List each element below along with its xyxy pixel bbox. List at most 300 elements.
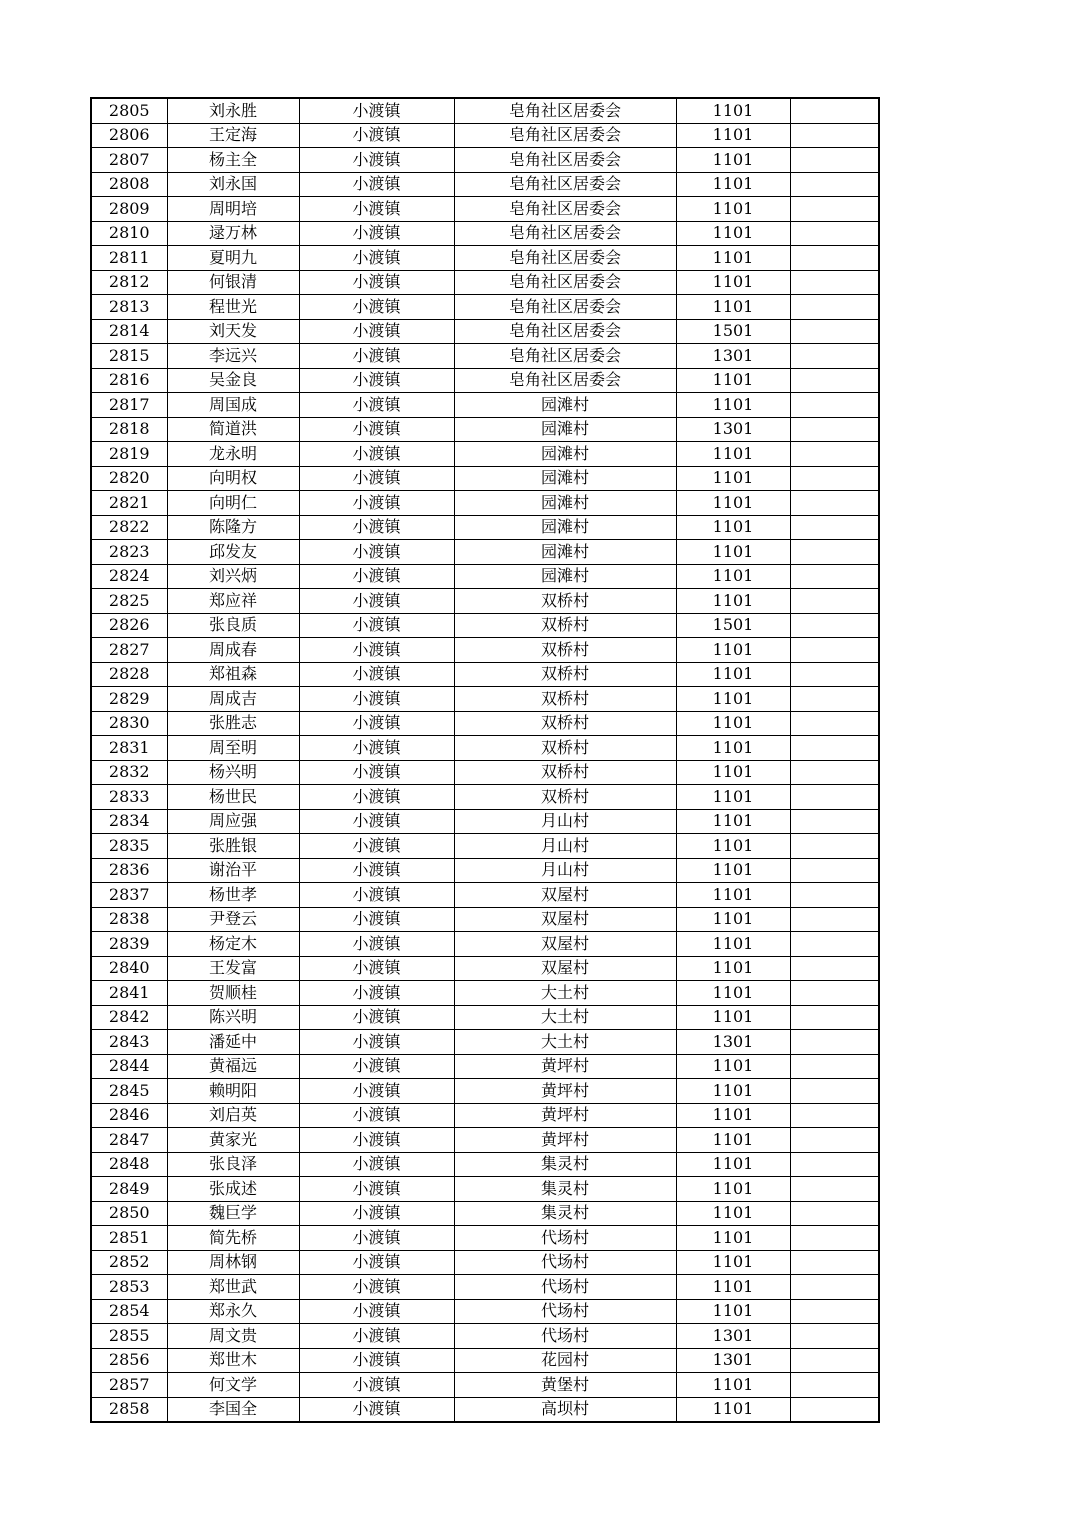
record-number-cell: 2810 [91,221,167,246]
remark-cell [790,785,879,810]
table-row [91,1275,879,1300]
record-number-cell: 2854 [91,1299,167,1324]
records-table-body [91,98,879,1422]
record-number-cell: 2821 [91,491,167,516]
code-cell: 1101 [676,1397,790,1422]
record-number-cell: 2813 [91,295,167,320]
town-cell: 小渡镇 [299,417,454,442]
code-cell: 1101 [676,883,790,908]
person-name-cell: 张良泽 [167,1152,299,1177]
village-cell: 双屋村 [454,932,676,957]
remark-cell [790,589,879,614]
town-cell: 小渡镇 [299,613,454,638]
table-row [91,172,879,197]
record-number-cell: 2818 [91,417,167,442]
table-row [91,466,879,491]
table-row [91,1201,879,1226]
town-cell: 小渡镇 [299,1324,454,1349]
person-name-cell: 杨世孝 [167,883,299,908]
remark-cell [790,368,879,393]
table-row [91,1324,879,1349]
table-row [91,344,879,369]
table-row [91,1348,879,1373]
record-number-cell: 2844 [91,1054,167,1079]
code-cell: 1101 [676,638,790,663]
person-name-cell: 黄福远 [167,1054,299,1079]
village-cell: 园滩村 [454,564,676,589]
person-name-cell: 潘延中 [167,1030,299,1055]
town-cell: 小渡镇 [299,1250,454,1275]
code-cell: 1101 [676,711,790,736]
table-row [91,834,879,859]
village-cell: 双桥村 [454,711,676,736]
remark-cell [790,1348,879,1373]
table-row [91,1103,879,1128]
remark-cell [790,1275,879,1300]
town-cell: 小渡镇 [299,393,454,418]
village-cell: 双桥村 [454,687,676,712]
remark-cell [790,1079,879,1104]
village-cell: 大土村 [454,1030,676,1055]
remark-cell [790,491,879,516]
town-cell: 小渡镇 [299,736,454,761]
remark-cell [790,1103,879,1128]
record-number-cell: 2835 [91,834,167,859]
record-number-cell: 2823 [91,540,167,565]
village-cell: 皂角社区居委会 [454,295,676,320]
village-cell: 大土村 [454,1005,676,1030]
town-cell: 小渡镇 [299,785,454,810]
village-cell: 皂角社区居委会 [454,197,676,222]
code-cell: 1101 [676,981,790,1006]
code-cell: 1101 [676,393,790,418]
table-row [91,1054,879,1079]
table-row [91,662,879,687]
village-cell: 代场村 [454,1250,676,1275]
table-row [91,1226,879,1251]
table-row [91,393,879,418]
table-row [91,197,879,222]
code-cell: 1101 [676,809,790,834]
village-cell: 园滩村 [454,491,676,516]
person-name-cell: 周林钢 [167,1250,299,1275]
record-number-cell: 2847 [91,1128,167,1153]
town-cell: 小渡镇 [299,834,454,859]
village-cell: 集灵村 [454,1152,676,1177]
village-cell: 园滩村 [454,417,676,442]
code-cell: 1101 [676,1152,790,1177]
remark-cell [790,1054,879,1079]
village-cell: 黄坪村 [454,1103,676,1128]
table-row [91,760,879,785]
village-cell: 双屋村 [454,883,676,908]
table-row [91,883,879,908]
town-cell: 小渡镇 [299,981,454,1006]
code-cell: 1301 [676,417,790,442]
village-cell: 代场村 [454,1275,676,1300]
town-cell: 小渡镇 [299,711,454,736]
person-name-cell: 郑应祥 [167,589,299,614]
code-cell: 1101 [676,295,790,320]
remark-cell [790,417,879,442]
table-row [91,907,879,932]
person-name-cell: 刘永胜 [167,98,299,123]
village-cell: 双桥村 [454,785,676,810]
town-cell: 小渡镇 [299,172,454,197]
town-cell: 小渡镇 [299,123,454,148]
town-cell: 小渡镇 [299,932,454,957]
table-row [91,246,879,271]
remark-cell [790,1030,879,1055]
code-cell: 1101 [676,589,790,614]
record-number-cell: 2837 [91,883,167,908]
village-cell: 代场村 [454,1226,676,1251]
record-number-cell: 2833 [91,785,167,810]
table-row [91,1005,879,1030]
remark-cell [790,1152,879,1177]
village-cell: 双桥村 [454,613,676,638]
code-cell: 1101 [676,246,790,271]
remark-cell [790,564,879,589]
remark-cell [790,638,879,663]
village-cell: 高坝村 [454,1397,676,1422]
table-row [91,736,879,761]
remark-cell [790,907,879,932]
record-number-cell: 2820 [91,466,167,491]
table-row [91,417,879,442]
record-number-cell: 2858 [91,1397,167,1422]
record-number-cell: 2846 [91,1103,167,1128]
person-name-cell: 刘永国 [167,172,299,197]
table-row [91,785,879,810]
table-row [91,1152,879,1177]
person-name-cell: 何文学 [167,1373,299,1398]
remark-cell [790,246,879,271]
person-name-cell: 向明仁 [167,491,299,516]
person-name-cell: 谢治平 [167,858,299,883]
code-cell: 1301 [676,1324,790,1349]
remark-cell [790,809,879,834]
code-cell: 1101 [676,687,790,712]
village-cell: 代场村 [454,1324,676,1349]
remark-cell [790,1397,879,1422]
remark-cell [790,711,879,736]
table-row [91,368,879,393]
code-cell: 1501 [676,319,790,344]
town-cell: 小渡镇 [299,270,454,295]
table-row [91,589,879,614]
record-number-cell: 2843 [91,1030,167,1055]
record-number-cell: 2850 [91,1201,167,1226]
person-name-cell: 吴金良 [167,368,299,393]
code-cell: 1101 [676,1299,790,1324]
code-cell: 1101 [676,932,790,957]
code-cell: 1101 [676,368,790,393]
town-cell: 小渡镇 [299,1275,454,1300]
record-number-cell: 2808 [91,172,167,197]
code-cell: 1101 [676,760,790,785]
person-name-cell: 郑世武 [167,1275,299,1300]
person-name-cell: 程世光 [167,295,299,320]
code-cell: 1101 [676,442,790,467]
remark-cell [790,442,879,467]
code-cell: 1101 [676,148,790,173]
record-number-cell: 2827 [91,638,167,663]
village-cell: 黄坪村 [454,1079,676,1104]
town-cell: 小渡镇 [299,540,454,565]
record-number-cell: 2822 [91,515,167,540]
town-cell: 小渡镇 [299,1201,454,1226]
person-name-cell: 邱发友 [167,540,299,565]
code-cell: 1101 [676,858,790,883]
records-table [90,97,880,1423]
code-cell: 1101 [676,123,790,148]
town-cell: 小渡镇 [299,760,454,785]
record-number-cell: 2842 [91,1005,167,1030]
village-cell: 双桥村 [454,638,676,663]
person-name-cell: 张胜银 [167,834,299,859]
person-name-cell: 郑永久 [167,1299,299,1324]
remark-cell [790,1226,879,1251]
person-name-cell: 周成吉 [167,687,299,712]
village-cell: 黄坪村 [454,1128,676,1153]
remark-cell [790,956,879,981]
person-name-cell: 周应强 [167,809,299,834]
table-row [91,1079,879,1104]
person-name-cell: 张胜志 [167,711,299,736]
code-cell: 1101 [676,1275,790,1300]
town-cell: 小渡镇 [299,221,454,246]
record-number-cell: 2839 [91,932,167,957]
record-number-cell: 2834 [91,809,167,834]
town-cell: 小渡镇 [299,1005,454,1030]
table-row [91,932,879,957]
town-cell: 小渡镇 [299,319,454,344]
table-row [91,515,879,540]
person-name-cell: 周国成 [167,393,299,418]
town-cell: 小渡镇 [299,1054,454,1079]
person-name-cell: 周文贵 [167,1324,299,1349]
remark-cell [790,466,879,491]
code-cell: 1101 [676,1177,790,1202]
town-cell: 小渡镇 [299,564,454,589]
person-name-cell: 王发富 [167,956,299,981]
person-name-cell: 贺顺桂 [167,981,299,1006]
code-cell: 1501 [676,613,790,638]
record-number-cell: 2830 [91,711,167,736]
code-cell: 1101 [676,466,790,491]
village-cell: 园滩村 [454,515,676,540]
person-name-cell: 简先桥 [167,1226,299,1251]
table-row [91,148,879,173]
town-cell: 小渡镇 [299,197,454,222]
record-number-cell: 2856 [91,1348,167,1373]
code-cell: 1101 [676,907,790,932]
record-number-cell: 2807 [91,148,167,173]
town-cell: 小渡镇 [299,1226,454,1251]
record-number-cell: 2845 [91,1079,167,1104]
town-cell: 小渡镇 [299,515,454,540]
town-cell: 小渡镇 [299,687,454,712]
person-name-cell: 杨世民 [167,785,299,810]
record-number-cell: 2836 [91,858,167,883]
table-row [91,540,879,565]
remark-cell [790,540,879,565]
village-cell: 皂角社区居委会 [454,98,676,123]
record-number-cell: 2848 [91,1152,167,1177]
remark-cell [790,197,879,222]
code-cell: 1101 [676,221,790,246]
person-name-cell: 张成述 [167,1177,299,1202]
town-cell: 小渡镇 [299,1079,454,1104]
person-name-cell: 陈兴明 [167,1005,299,1030]
person-name-cell: 逯万林 [167,221,299,246]
village-cell: 月山村 [454,858,676,883]
town-cell: 小渡镇 [299,858,454,883]
town-cell: 小渡镇 [299,246,454,271]
town-cell: 小渡镇 [299,466,454,491]
person-name-cell: 郑世木 [167,1348,299,1373]
table-row [91,319,879,344]
code-cell: 1101 [676,1373,790,1398]
code-cell: 1301 [676,344,790,369]
remark-cell [790,932,879,957]
town-cell: 小渡镇 [299,589,454,614]
record-number-cell: 2824 [91,564,167,589]
town-cell: 小渡镇 [299,1299,454,1324]
remark-cell [790,1250,879,1275]
town-cell: 小渡镇 [299,491,454,516]
code-cell: 1101 [676,564,790,589]
remark-cell [790,1373,879,1398]
village-cell: 双桥村 [454,662,676,687]
table-row [91,491,879,516]
code-cell: 1101 [676,1250,790,1275]
remark-cell [790,1128,879,1153]
person-name-cell: 龙永明 [167,442,299,467]
village-cell: 皂角社区居委会 [454,344,676,369]
village-cell: 园滩村 [454,540,676,565]
person-name-cell: 李远兴 [167,344,299,369]
record-number-cell: 2841 [91,981,167,1006]
person-name-cell: 简道洪 [167,417,299,442]
person-name-cell: 郑祖森 [167,662,299,687]
remark-cell [790,760,879,785]
village-cell: 花园村 [454,1348,676,1373]
table-row [91,858,879,883]
village-cell: 皂角社区居委会 [454,172,676,197]
record-number-cell: 2840 [91,956,167,981]
town-cell: 小渡镇 [299,148,454,173]
remark-cell [790,858,879,883]
remark-cell [790,221,879,246]
remark-cell [790,1299,879,1324]
person-name-cell: 王定海 [167,123,299,148]
town-cell: 小渡镇 [299,442,454,467]
table-row [91,1373,879,1398]
code-cell: 1101 [676,491,790,516]
table-row [91,295,879,320]
record-number-cell: 2851 [91,1226,167,1251]
remark-cell [790,148,879,173]
code-cell: 1101 [676,1079,790,1104]
record-number-cell: 2849 [91,1177,167,1202]
record-number-cell: 2806 [91,123,167,148]
village-cell: 园滩村 [454,442,676,467]
code-cell: 1101 [676,270,790,295]
code-cell: 1101 [676,1226,790,1251]
code-cell: 1101 [676,98,790,123]
code-cell: 1101 [676,785,790,810]
person-name-cell: 杨定木 [167,932,299,957]
person-name-cell: 杨主全 [167,148,299,173]
village-cell: 园滩村 [454,393,676,418]
town-cell: 小渡镇 [299,907,454,932]
code-cell: 1101 [676,1054,790,1079]
table-row [91,442,879,467]
remark-cell [790,687,879,712]
table-row [91,711,879,736]
town-cell: 小渡镇 [299,883,454,908]
village-cell: 皂角社区居委会 [454,221,676,246]
village-cell: 双桥村 [454,589,676,614]
table-row [91,1299,879,1324]
table-row [91,1250,879,1275]
record-number-cell: 2829 [91,687,167,712]
person-name-cell: 尹登云 [167,907,299,932]
remark-cell [790,319,879,344]
code-cell: 1101 [676,1005,790,1030]
record-number-cell: 2838 [91,907,167,932]
remark-cell [790,834,879,859]
town-cell: 小渡镇 [299,1373,454,1398]
person-name-cell: 向明权 [167,466,299,491]
remark-cell [790,662,879,687]
table-row [91,981,879,1006]
record-number-cell: 2812 [91,270,167,295]
person-name-cell: 周明培 [167,197,299,222]
village-cell: 皂角社区居委会 [454,270,676,295]
table-row [91,1177,879,1202]
person-name-cell: 杨兴明 [167,760,299,785]
table-row [91,1128,879,1153]
remark-cell [790,1201,879,1226]
code-cell: 1101 [676,172,790,197]
record-number-cell: 2855 [91,1324,167,1349]
record-number-cell: 2825 [91,589,167,614]
record-number-cell: 2852 [91,1250,167,1275]
person-name-cell: 李国全 [167,1397,299,1422]
village-cell: 双屋村 [454,907,676,932]
code-cell: 1301 [676,1348,790,1373]
code-cell: 1101 [676,1201,790,1226]
village-cell: 月山村 [454,834,676,859]
town-cell: 小渡镇 [299,809,454,834]
town-cell: 小渡镇 [299,344,454,369]
person-name-cell: 刘启英 [167,1103,299,1128]
remark-cell [790,981,879,1006]
code-cell: 1101 [676,956,790,981]
remark-cell [790,295,879,320]
record-number-cell: 2805 [91,98,167,123]
code-cell: 1101 [676,540,790,565]
town-cell: 小渡镇 [299,1103,454,1128]
table-row [91,1397,879,1422]
record-number-cell: 2816 [91,368,167,393]
table-row [91,638,879,663]
person-name-cell: 陈隆方 [167,515,299,540]
record-number-cell: 2819 [91,442,167,467]
